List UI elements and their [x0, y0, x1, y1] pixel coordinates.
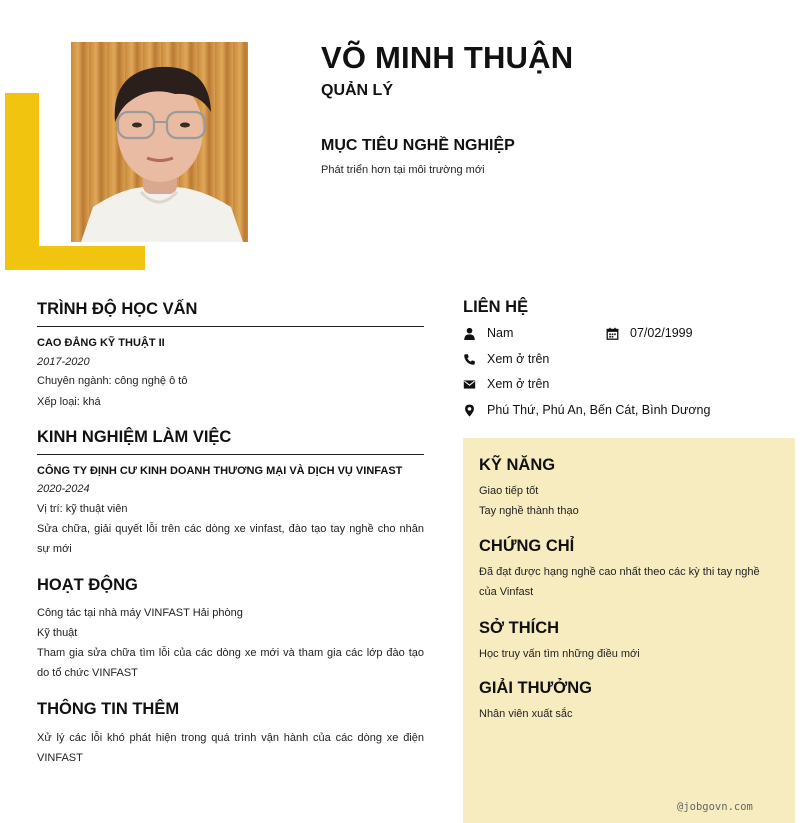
- experience-description: Sửa chữa, giải quyết lỗi trên các dòng xe vinfast, đào tạo tay nghề cho nhân sự mới: [37, 523, 424, 555]
- experience-period: 2020-2024: [37, 483, 90, 495]
- awards-title: GIẢI THƯỞNG: [479, 679, 593, 697]
- contact-birthdate-value: 07/02/1999: [630, 326, 693, 340]
- objective-text: Phát triển hơn tại môi trường mới: [321, 164, 485, 176]
- experience-company: CÔNG TY ĐỊNH CƯ KINH DOANH THƯƠNG MẠI VÀ DỊCH VỤ VINFAST: [37, 465, 403, 477]
- extra-info-text: Xử lý các lỗi khó phát hiện trong quá trình vận hành của các dòng xe điện VINFAST: [37, 732, 424, 764]
- contact-gender: [463, 323, 513, 343]
- skills-title: KỸ NĂNG: [479, 456, 556, 474]
- contact-email: [463, 374, 549, 394]
- experience-title: KINH NGHIỆM LÀM VIỆC: [37, 428, 232, 446]
- candidate-name: VÕ MINH THUẬN: [321, 40, 574, 75]
- contact-address-value: Phú Thứ, Phú An, Bến Cát, Bình Dương: [487, 403, 711, 417]
- calendar-icon: [606, 327, 619, 340]
- awards-text: Nhân viên xuất sắc: [479, 708, 573, 720]
- activities-line-3: Tham gia sửa chữa tìm lỗi của các dòng xe mới và tham gia các lớp đào tạo do tổ chức VINFAST: [37, 647, 424, 679]
- contact-birthdate: [606, 323, 693, 343]
- contact-address: [463, 400, 710, 420]
- activities-line-1: Công tác tại nhà máy VINFAST Hải phòng: [37, 607, 243, 619]
- objective-title: MỤC TIÊU NGHỀ NGHIỆP: [321, 137, 515, 154]
- extra-info-title: THÔNG TIN THÊM: [37, 700, 180, 718]
- activities-title: HOẠT ĐỘNG: [37, 576, 138, 594]
- education-grade: Xếp loại: khá: [37, 396, 101, 408]
- certificates-title: CHỨNG CHỈ: [479, 537, 575, 555]
- contact-gender-value: Nam: [487, 326, 514, 340]
- education-major: Chuyên ngành: công nghệ ô tô: [37, 375, 188, 387]
- mail-icon: [463, 378, 476, 391]
- contact-phone: [463, 349, 549, 369]
- experience-position: Vị trí: kỹ thuật viên: [37, 503, 128, 515]
- candidate-role: QUẢN LÝ: [321, 82, 393, 99]
- education-school: CAO ĐẲNG KỸ THUẬT II: [37, 337, 165, 349]
- contact-phone-value: Xem ở trên: [487, 352, 550, 366]
- education-divider: [37, 326, 424, 327]
- person-icon: [463, 327, 476, 340]
- phone-icon: [463, 353, 476, 366]
- education-period: 2017-2020: [37, 356, 90, 368]
- contact-title: LIÊN HỆ: [463, 298, 529, 316]
- skill-item: Giao tiếp tốt: [479, 485, 539, 497]
- skill-item: Tay nghề thành thạo: [479, 505, 579, 517]
- contact-email-value: Xem ở trên: [487, 377, 550, 391]
- hobbies-text: Học truy vấn tìm những điều mới: [479, 648, 640, 660]
- accent-bar-vertical: [5, 93, 39, 270]
- hobbies-title: SỞ THÍCH: [479, 619, 560, 637]
- watermark: @jobgovn.com: [677, 801, 753, 813]
- education-title: TRÌNH ĐỘ HỌC VẤN: [37, 300, 198, 318]
- experience-divider: [37, 454, 424, 455]
- accent-bar-horizontal: [5, 246, 145, 270]
- activities-line-2: Kỹ thuật: [37, 627, 78, 639]
- location-icon: [463, 404, 476, 417]
- profile-photo: [71, 42, 248, 242]
- certificates-text: Đã đạt được hạng nghề cao nhất theo các kỳ thi tay nghề của Vinfast: [479, 566, 760, 598]
